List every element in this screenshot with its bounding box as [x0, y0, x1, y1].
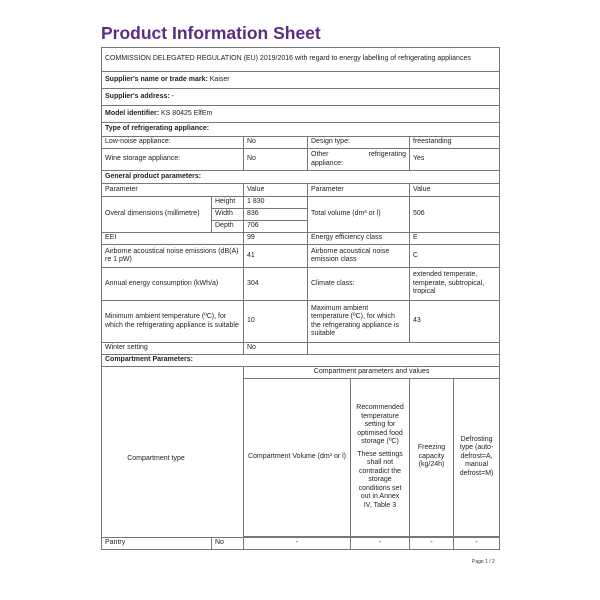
max-temp-value: 43	[410, 301, 500, 343]
supplier-value: Kaiser	[209, 75, 230, 83]
max-temp-label: Maximum ambient temperature (ºC), for which the refrigerating appliance is suitable	[308, 301, 410, 343]
eei-label: EEI	[102, 233, 244, 245]
noise-value: 41	[244, 245, 308, 268]
energy-consumption-label: Annual energy consumption (kWh/a)	[102, 268, 244, 301]
page-number: Page 1 / 2	[472, 559, 495, 565]
model-label: Model identifier:	[105, 109, 160, 117]
low-noise-label: Low-noise appliance:	[102, 137, 244, 149]
compartment-type-empty-top	[102, 367, 244, 537]
address-label: Supplier's address:	[105, 92, 170, 100]
defrosting-type-header: Defrosting type (auto-defrost=A, manual defrost=M)	[454, 378, 500, 536]
other-word-2: refrigerating	[368, 151, 406, 158]
noise-class-value: C	[410, 245, 500, 268]
other-appliance-label	[308, 149, 410, 171]
dimensions-label: Overal dimensions (millimetre)	[102, 197, 212, 233]
noise-label: Airborne acoustical noise emissions (dB(A) re 1 pW)	[102, 245, 244, 268]
wine-storage-value: No	[244, 149, 308, 171]
depth-value: 706	[244, 221, 308, 233]
compartment-present-cell: No	[212, 537, 244, 549]
total-volume-label: Total volume (dm³ or l)	[308, 197, 410, 233]
supplier-label: Supplier's name or trade mark:	[105, 75, 208, 83]
freezing-capacity-header: Freezing capacity (kg/24h)	[410, 378, 454, 536]
address-value: -	[171, 92, 174, 100]
wine-storage-label: Wine storage appliance:	[102, 149, 244, 171]
winter-setting-empty	[308, 343, 500, 355]
other-appliance-value: Yes	[410, 149, 500, 171]
table-row	[102, 537, 500, 549]
compartment-volume-cell: -	[244, 537, 351, 549]
compartment-group-header: Compartment parameters and values	[244, 367, 500, 379]
temperature-header-line-2: These settings shall not contradict the storage conditions set out in Annex IV, Table 3	[357, 450, 403, 509]
compartment-freezing-cell: -	[410, 537, 454, 549]
low-noise-value: No	[244, 137, 308, 149]
energy-class-label: Energy efficiency class	[308, 233, 410, 245]
temperature-header-line-1: Recommended temperature setting for optimised food storage (ºC)	[356, 404, 404, 445]
general-header-parameter-right: Parameter	[308, 184, 410, 197]
compartment-defrost-cell: -	[454, 537, 500, 549]
compartment-volume-header: Compartment Volume (dm³ or l)	[244, 378, 351, 536]
climate-class-label: Climate class:	[308, 268, 410, 301]
temperature-header	[351, 378, 410, 536]
height-label: Height	[212, 197, 244, 209]
compartment-temperature-cell: -	[351, 537, 410, 549]
regulation-text: COMMISSION DELEGATED REGULATION (EU) 2019/2016 with regard to energy labelling of refrigerating appliances	[102, 48, 500, 72]
energy-consumption-value: 304	[244, 268, 308, 301]
type-heading: Type of refrigerating appliance:	[102, 123, 500, 137]
width-value: 836	[244, 209, 308, 221]
height-value: 1 830	[244, 197, 308, 209]
page-title: Product Information Sheet	[101, 23, 321, 43]
address-row	[102, 89, 500, 106]
other-word-1: Other	[311, 151, 329, 158]
info-table	[101, 47, 500, 550]
design-type-value: freestanding	[410, 137, 500, 149]
eei-value: 99	[244, 233, 308, 245]
general-heading: General product parameters:	[102, 171, 500, 184]
supplier-row	[102, 72, 500, 89]
total-volume-value: 506	[410, 197, 500, 233]
general-header-value-right: Value	[410, 184, 500, 197]
design-type-label: Design type:	[308, 137, 410, 149]
depth-label: Depth	[212, 221, 244, 233]
other-word-3: appliance:	[311, 159, 343, 167]
climate-class-value: extended temperate, temperate, subtropical, tropical	[410, 268, 500, 301]
general-header-value-left: Value	[244, 184, 308, 197]
product-information-sheet	[101, 22, 499, 550]
winter-setting-value: No	[244, 343, 308, 355]
model-row	[102, 106, 500, 123]
general-header-parameter-left: Parameter	[102, 184, 244, 197]
model-value: KS 80425 ElfEm	[161, 109, 213, 117]
compartment-heading: Compartment Parameters:	[102, 355, 500, 367]
compartment-type-header: Compartment type	[127, 455, 185, 462]
width-label: Width	[212, 209, 244, 221]
noise-class-label: Airborne acoustical noise emission class	[308, 245, 410, 268]
min-temp-value: 10	[244, 301, 308, 343]
winter-setting-label: Winter setting	[102, 343, 244, 355]
min-temp-label: Minimum ambient temperature (ºC), for which the refrigerating appliance is suitable	[102, 301, 244, 343]
compartment-type-cell: Pantry	[102, 537, 212, 549]
energy-class-value: E	[410, 233, 500, 245]
